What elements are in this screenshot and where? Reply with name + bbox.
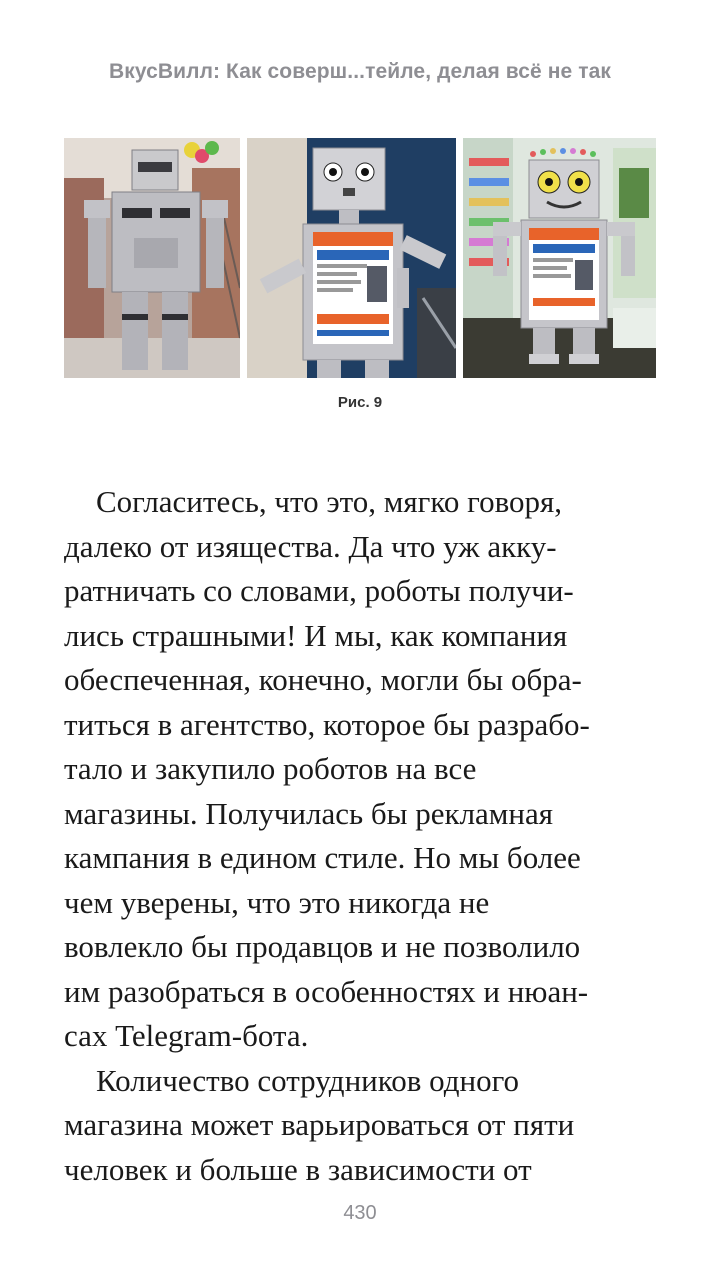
page-number: 430 [343, 1202, 377, 1224]
robot-photos-figure [64, 138, 656, 378]
text-line: им разобраться в особенностях и нюан- [64, 973, 589, 1009]
robot-photo-right-image [463, 138, 656, 378]
text-line: вовлекло бы продавцов и не позволило [64, 929, 581, 964]
robot-photo-middle-image [247, 138, 456, 378]
text-line: далеко от изящества. Да что уж акку- [64, 528, 557, 564]
text-line: магазины. Получилась бы рекламная [64, 795, 554, 831]
text-line: сах Telegram-бота. [64, 1018, 309, 1053]
text-line: кампания в едином стиле. Но мы более [64, 840, 581, 875]
text-line: обеспеченная, конечно, могли бы обра- [64, 662, 582, 697]
book-page-text [64, 480, 664, 1192]
text-line: магазина может варьироваться от пяти [64, 1107, 575, 1142]
text-line: чем уверены, что это никогда не [64, 884, 490, 920]
text-line: Количество сотрудников одного [96, 1062, 520, 1098]
text-line: человек и больше в зависимости от [64, 1151, 532, 1187]
text-line: лись страшными! И мы, как компания [64, 617, 568, 653]
text-line: ратничать со словами, роботы получи- [64, 573, 574, 608]
robot-photo-left-image [64, 138, 240, 378]
robot-photo-right [463, 138, 656, 378]
robot-photo-middle [247, 138, 456, 378]
book-title-header: ВкусВилл: Как соверш...тейле, делая всё не так [108, 60, 612, 83]
robot-photo-left [64, 138, 240, 378]
figure-caption: Рис. 9 [337, 394, 383, 411]
text-line: Согласитесь, что это, мягко говоря, [96, 484, 562, 519]
text-line: тало и закупило роботов на все [64, 751, 477, 786]
text-line: титься в агентство, которое бы разрабо- [64, 706, 590, 742]
